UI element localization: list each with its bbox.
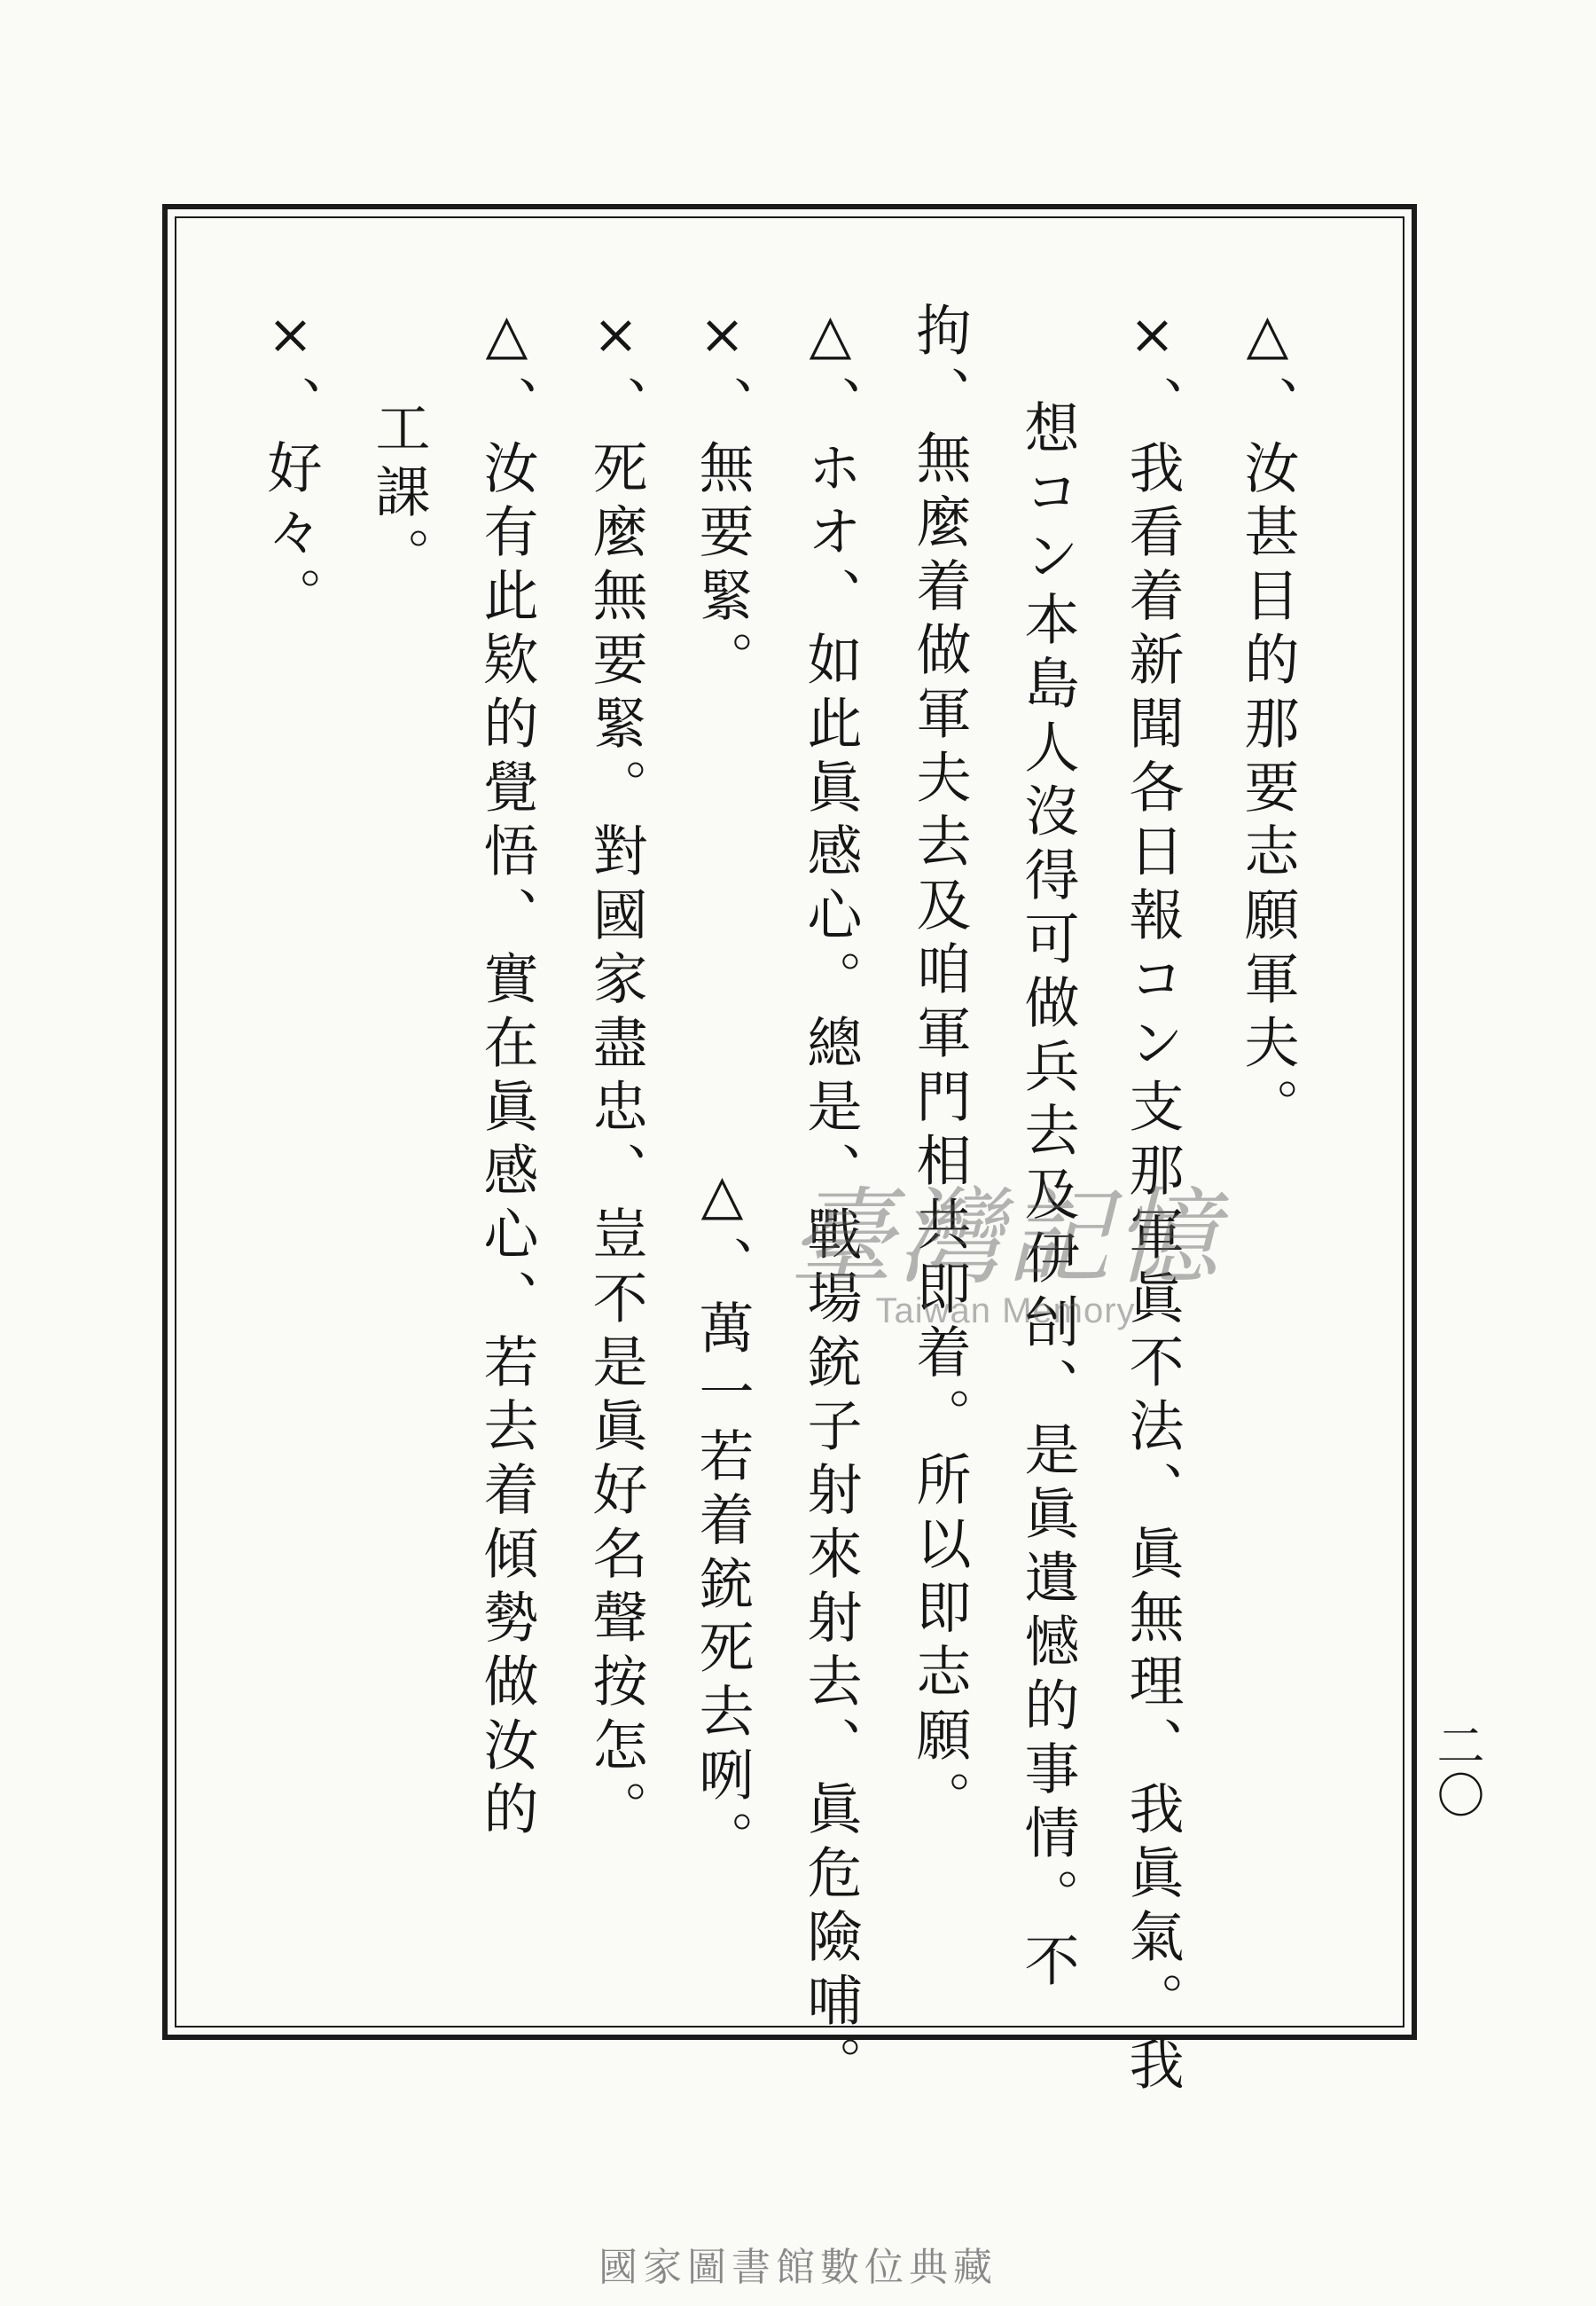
page-border-inner: [175, 216, 1404, 2028]
text-column-2: ×、我看着新聞各日報コン支那軍眞不法、眞無理、我眞氣。我: [1120, 302, 1185, 2099]
text-column-9: △、汝有此欵的覺悟、實在眞感心、若去着傾勢做汝的: [474, 302, 539, 1844]
text-column-10: 工課。: [366, 399, 431, 591]
page-number: 二〇: [1429, 1721, 1485, 1820]
watermark-english: Taiwan Memory: [875, 1291, 1136, 1330]
text-column-6: ×、無要緊。: [690, 302, 755, 694]
watermark-chinese: 臺灣記憶: [789, 1176, 1223, 1298]
text-column-8: ×、死麼無要緊。對國家盡忠、豈不是眞好名聲按怎。: [583, 302, 648, 1844]
watermark: [789, 1153, 1222, 1331]
text-column-4: 拘、無麼着做軍夫去及咱軍門相共即着。所以即志願。: [907, 302, 972, 1834]
text-column-1: △、汝甚目的那要志願軍夫。: [1235, 302, 1300, 1141]
text-column-11: ×、好々。: [258, 302, 323, 631]
text-column-3: 想コン本島人沒得可做兵去及伊刣、是眞遺憾的事情。不: [1015, 399, 1080, 1996]
library-footer: 國家圖書館數位典藏: [598, 2245, 998, 2290]
text-column-5: △、ホオ、如此眞感心。總是、戰場銃子射來射去、眞危險哺。: [798, 302, 863, 2099]
text-column-7: △、萬一若着銃死去咧。: [690, 1162, 755, 1874]
